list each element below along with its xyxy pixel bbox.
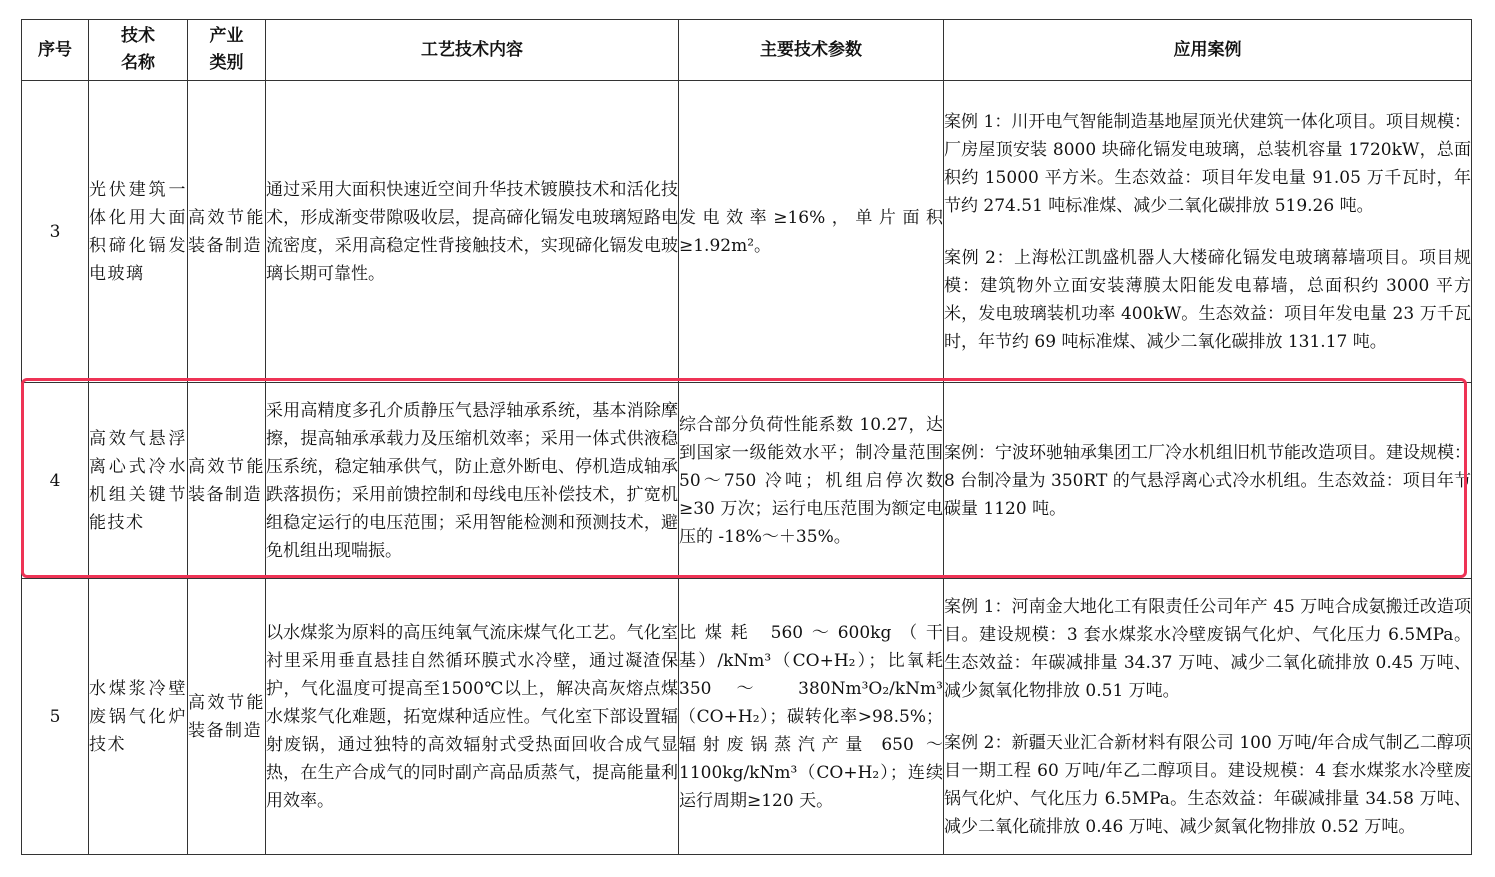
table-row xyxy=(22,81,1472,383)
case-item: 案例：宁波环驰轴承集团工厂冷水机组旧机节能改造项目。建设规模：8 台制冷量为 350RT 的气悬浮离心式冷水机组。生态效益：项目年节碳量 1120 吨。 xyxy=(944,442,1471,519)
header-category-line2: 类别 xyxy=(209,53,244,73)
row-cases xyxy=(944,579,1472,855)
row-category: 高效节能装备制造 xyxy=(188,383,266,579)
row-seq: 4 xyxy=(22,383,89,579)
row-params: 发电效率≥16%，单片面积≥1.92m²。 xyxy=(679,81,944,383)
header-cases: 应用案例 xyxy=(944,20,1472,81)
header-name xyxy=(89,20,188,81)
technology-table xyxy=(21,19,1472,855)
row-tech-name: 高效气悬浮离心式冷水机组关键节能技术 xyxy=(89,383,188,579)
row-cases xyxy=(944,383,1472,579)
table-row xyxy=(22,383,1472,579)
header-category-line1: 产业 xyxy=(209,26,244,46)
row-process: 以水煤浆为原料的高压纯氧气流床煤气化工艺。气化室衬里采用垂直悬挂自然循环膜式水冷壁，通过凝渣保护，气化温度可提高至1500℃以上，解决高灰熔点煤水煤浆气化难题，拓宽煤种适应性。气化室下部设置辐射废锅，通过独特的高效辐射式受热面回收合成气显热，在生产合成气的同时副产高品质蒸气，提高能量利用效率。 xyxy=(266,579,679,855)
header-name-line1: 技术 xyxy=(121,26,155,46)
case-item: 案例 1：河南金大地化工有限责任公司年产 45 万吨合成氨搬迁改造项目。建设规模：3 套水煤浆水冷壁废锅气化炉、气化压力 6.5MPa。生态效益：年碳减排量 34.37 万吨、减少二氧化硫排放 0.45 万吨、减少氮氧化物排放 0.51 万吨。 xyxy=(944,596,1471,701)
header-name-line2: 名称 xyxy=(121,53,155,73)
header-params: 主要技术参数 xyxy=(679,20,944,81)
header-category xyxy=(188,20,266,81)
row-process: 通过采用大面积快速近空间升华技术镀膜技术和活化技术，形成渐变带隙吸收层，提高碲化镉发电玻璃短路电流密度，采用高稳定性背接触技术，实现碲化镉发电玻璃长期可靠性。 xyxy=(266,81,679,383)
table-row xyxy=(22,579,1472,855)
row-category: 高效节能装备制造 xyxy=(188,579,266,855)
row-tech-name: 光伏建筑一体化用大面积碲化镉发电玻璃 xyxy=(89,81,188,383)
row-tech-name: 水煤浆冷壁废锅气化炉技术 xyxy=(89,579,188,855)
case-item: 案例 2：新疆天业汇合新材料有限公司 100 万吨/年合成气制乙二醇项目一期工程 60 万吨/年乙二醇项目。建设规模：4 套水煤浆水冷壁废锅气化炉、气化压力 6.5MPa。生态效益：年碳减排量 34.58 万吨、减少二氧化硫排放 0.46 万吨、减少氮氧化物排放 0.52 万吨。 xyxy=(944,732,1471,837)
row-params: 综合部分负荷性能系数 10.27，达到国家一级能效水平；制冷量范围 50～750 冷吨；机组启停次数≥30 万次；运行电压范围为额定电压的 -18%～＋35%。 xyxy=(679,383,944,579)
row-seq: 5 xyxy=(22,579,89,855)
case-item: 案例 2：上海松江凯盛机器人大楼碲化镉发电玻璃幕墙项目。项目规模：建筑物外立面安装薄膜太阳能发电幕墙，总面积约 3000 平方米，发电玻璃装机功率 400kW。生态效益：项目年发电量 23 万千瓦时，年节约 69 吨标准煤、减少二氧化碳排放 131.17 吨。 xyxy=(944,247,1471,352)
row-seq: 3 xyxy=(22,81,89,383)
header-row xyxy=(22,20,1472,81)
row-params: 比煤耗 560～600kg（干基）/kNm³（CO+H₂）；比氧耗 350 ～ 380Nm³O₂/kNm³（CO+H₂）；碳转化率>98.5%；辐射废锅蒸汽产量 650 ～ 1100kg/kNm³（CO+H₂）；连续运行周期≥120 天。 xyxy=(679,579,944,855)
row-process: 采用高精度多孔介质静压气悬浮轴承系统，基本消除摩擦，提高轴承承载力及压缩机效率；采用一体式供液稳压系统，稳定轴承供气，防止意外断电、停机造成轴承跌落损伤；采用前馈控制和母线电压补偿技术，扩宽机组稳定运行的电压范围；采用智能检测和预测技术，避免机组出现喘振。 xyxy=(266,383,679,579)
row-category: 高效节能装备制造 xyxy=(188,81,266,383)
header-process: 工艺技术内容 xyxy=(266,20,679,81)
header-seq: 序号 xyxy=(22,20,89,81)
row-cases xyxy=(944,81,1472,383)
case-item: 案例 1：川开电气智能制造基地屋顶光伏建筑一体化项目。项目规模：厂房屋顶安装 8000 块碲化镉发电玻璃，总装机容量 1720kW，总面积约 15000 平方米。生态效益：项目年发电量 91.05 万千瓦时，年节约 274.51 吨标准煤、减少二氧化碳排放 519.26 吨。 xyxy=(944,111,1471,216)
